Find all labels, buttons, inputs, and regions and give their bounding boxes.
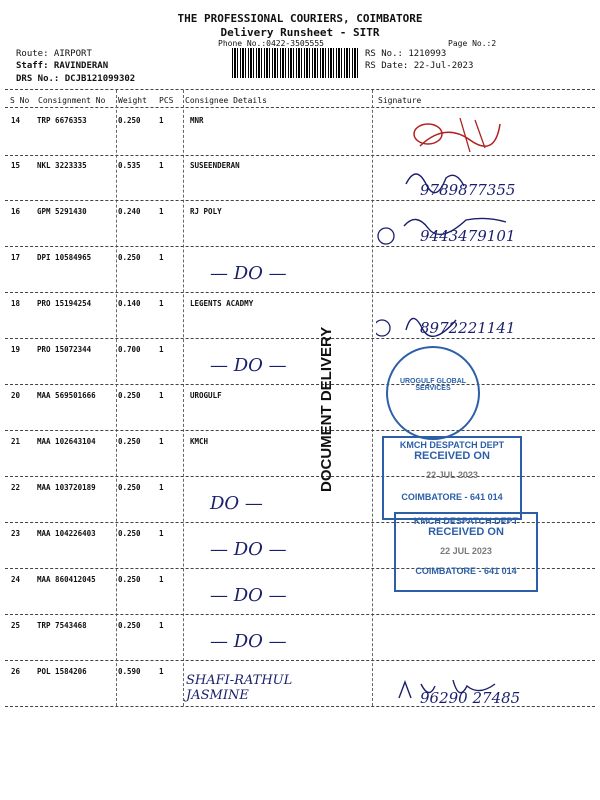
row-pcs: 1 [159, 299, 164, 308]
row-sno: 20 [11, 391, 21, 400]
row-pcs: 1 [159, 345, 164, 354]
row-consignment: TRP 6676353 [37, 116, 87, 125]
company-title: THE PROFESSIONAL COURIERS, COIMBATORE [177, 12, 423, 25]
row-pcs: 1 [159, 575, 164, 584]
row-consignee: LEGENTS ACADMY [190, 299, 254, 308]
table-top-rule [5, 89, 595, 90]
row-weight: 0.250 [118, 575, 141, 584]
row-handwritten-note: — DO — [210, 263, 287, 284]
row-sno: 25 [11, 621, 21, 630]
col-weight: Weight [118, 96, 147, 105]
row-sno: 26 [11, 667, 21, 676]
urogulf-round-seal: UROGULF GLOBAL SERVICES [386, 346, 480, 440]
row-handwritten-note: — DO — [210, 585, 287, 606]
row-consignment: TRP 7543468 [37, 621, 87, 630]
row-handwritten-note: — DO — [210, 631, 287, 652]
col-sno: S No [10, 96, 30, 105]
red-signature [400, 112, 510, 160]
col-consignee: Consignee Details [185, 96, 267, 105]
row-pcs: 1 [159, 667, 164, 676]
row-consignee: SUSEENDERAN [190, 161, 240, 170]
row-pcs: 1 [159, 483, 164, 492]
page-number: Page No.:2 [448, 39, 497, 48]
row-handwritten-note: SHAFI-RATHUL JASMINE [186, 673, 293, 703]
row-pcs: 1 [159, 207, 164, 216]
table-header-rule [5, 107, 595, 108]
row-signature-phone: 9789877355 [420, 181, 516, 199]
row-signature-phone: 96290 27485 [420, 689, 521, 707]
barcode [232, 48, 360, 78]
row-signature-phone: 8972221141 [420, 319, 516, 337]
row-signature-phone: 9443479101 [420, 227, 516, 245]
row-consignment: DPI 10584965 [37, 253, 92, 262]
row-sno: 23 [11, 529, 21, 538]
table-row [0, 661, 600, 707]
table-row [0, 385, 600, 431]
runsheet-subtitle: Delivery Runsheet - SITR [220, 26, 380, 39]
row-pcs: 1 [159, 621, 164, 630]
row-sno: 15 [11, 161, 21, 170]
row-weight: 0.250 [118, 437, 141, 446]
row-sno: 14 [11, 116, 21, 125]
row-weight: 0.250 [118, 391, 141, 400]
col-consignment: Consignment No [38, 96, 106, 105]
rs-date: RS Date: 22-Jul-2023 [365, 61, 474, 71]
row-consignment: MAA 569501666 [37, 391, 96, 400]
drs-number: DRS No.: DCJB121099302 [16, 74, 136, 84]
row-consignment: GPM 5291430 [37, 207, 87, 216]
route-label: Route: AIRPORT [16, 49, 92, 59]
row-pcs: 1 [159, 116, 164, 125]
row-consignment: PRO 15072344 [37, 345, 92, 354]
phone-number: Phone No.:0422-3505555 [218, 39, 324, 48]
col-pcs: PCS [159, 96, 174, 105]
row-weight: 0.250 [118, 621, 141, 630]
row-weight: 0.250 [118, 116, 141, 125]
row-sno: 16 [11, 207, 21, 216]
row-consignment: MAA 103720189 [37, 483, 96, 492]
kmch-received-stamp: KMCH DESPATCH DEPT RECEIVED ON 22 JUL 2023 COIMBATORE - 641 014 [382, 436, 522, 520]
table-row [0, 615, 600, 661]
row-sno: 18 [11, 299, 21, 308]
rs-number: RS No.: 1210993 [365, 49, 447, 59]
md-latha-signature [395, 676, 505, 706]
row-pcs: 1 [159, 161, 164, 170]
row-sno: 24 [11, 575, 21, 584]
row-weight: 0.240 [118, 207, 141, 216]
row-sno: 17 [11, 253, 21, 262]
row-pcs: 1 [159, 253, 164, 262]
row-handwritten-note: DO — [210, 493, 263, 514]
row-consignee: MNR [190, 116, 204, 125]
kmch-received-stamp: KMCH DESPATCH DEPT RECEIVED ON 22 JUL 2023 COIMBATORE - 641 014 [394, 512, 538, 592]
row-weight: 0.700 [118, 345, 141, 354]
row-consignee: UROGULF [190, 391, 222, 400]
table-row [0, 110, 600, 156]
row-consignment: MAA 860412045 [37, 575, 96, 584]
staff-label: Staff: RAVINDERAN [16, 61, 109, 71]
col-signature: Signature [378, 96, 422, 105]
handwritten-signatures [376, 160, 576, 380]
row-consignment: POL 1584206 [37, 667, 87, 676]
row-handwritten-note: — DO — [210, 539, 287, 560]
row-weight: 0.590 [118, 667, 141, 676]
row-sno: 22 [11, 483, 21, 492]
row-weight: 0.250 [118, 483, 141, 492]
row-consignment: NKL 3223335 [37, 161, 87, 170]
row-handwritten-note: — DO — [210, 355, 287, 376]
row-consignment: MAA 102643104 [37, 437, 96, 446]
row-pcs: 1 [159, 391, 164, 400]
row-consignment: MAA 104226403 [37, 529, 96, 538]
row-consignee: KMCH [190, 437, 209, 446]
document-delivery-stamp: DOCUMENT DELIVERY [318, 326, 335, 492]
row-pcs: 1 [159, 437, 164, 446]
row-sno: 19 [11, 345, 21, 354]
row-weight: 0.250 [118, 529, 141, 538]
row-sno: 21 [11, 437, 21, 446]
row-weight: 0.140 [118, 299, 141, 308]
row-separator [5, 706, 595, 707]
row-weight: 0.535 [118, 161, 141, 170]
row-pcs: 1 [159, 529, 164, 538]
row-consignment: PRO 15194254 [37, 299, 92, 308]
row-consignee: RJ POLY [190, 207, 222, 216]
row-weight: 0.250 [118, 253, 141, 262]
